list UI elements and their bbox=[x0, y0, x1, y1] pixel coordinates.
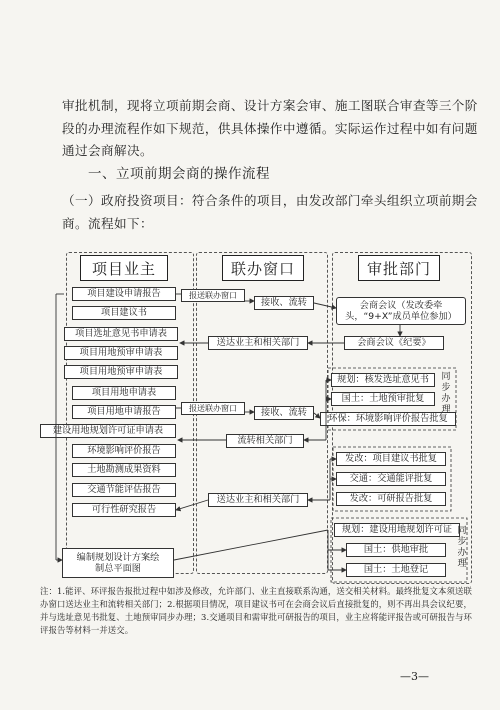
approval-reform-1: 发改：项目建议书批复 bbox=[336, 452, 446, 466]
owner-item: 交通节能评估报告 bbox=[72, 483, 176, 497]
window-circulate: 流转相关部门 bbox=[226, 434, 304, 448]
lane-owner-title: 项目业主 bbox=[80, 255, 168, 281]
approval-traffic: 交通：交通能评批复 bbox=[336, 472, 446, 486]
owner-item: 项目用地申请表 bbox=[72, 386, 176, 400]
approval-plan-site: 规划：核发选址意见书 bbox=[331, 373, 435, 387]
window-receive-2: 接收、流转 bbox=[254, 406, 314, 420]
window-deliver-1: 送达业主和相关部门 bbox=[208, 336, 308, 350]
sync-label-1: 同步办理 bbox=[441, 372, 451, 415]
lane-approval-title: 审批部门 bbox=[358, 255, 440, 281]
section-heading: 一、立项前期会商的操作流程 bbox=[88, 166, 270, 182]
intro-paragraph: 审批机制，现将立项前期会商、设计方案会审、施工图联合审查等三个阶段的办理流程作如下规范，供具体操作中遵循。实际运作过程中如有问题通过会商解决。 bbox=[62, 98, 478, 158]
approval-meeting-1: 会商会议（发改委牵头，“9+X”成员单位参加） bbox=[336, 297, 466, 325]
owner-item: 可行性研究报告 bbox=[72, 503, 176, 517]
approval-meeting-2: 会商会议《纪要》 bbox=[344, 336, 444, 350]
owner-item: 项目用地预审申请表 bbox=[64, 346, 178, 360]
owner-item: 项目建设申请报告 bbox=[72, 287, 176, 301]
page-number: —3— bbox=[400, 670, 429, 683]
window-forward-2: 报送联办窗口 bbox=[181, 402, 245, 415]
owner-item: 项目建议书 bbox=[72, 306, 176, 320]
approval-env: 环保：环境影响评价报告批复 bbox=[320, 412, 456, 426]
window-deliver-2: 送达业主和相关部门 bbox=[208, 493, 308, 507]
owner-item: 项目用地申请报告 bbox=[72, 405, 176, 419]
owner-item: 建设用地规划许可证申请表 bbox=[40, 424, 176, 438]
owner-item: 环境影响评价报告 bbox=[72, 444, 176, 458]
approval-plan-permit: 规划：建设用地规划许可证 bbox=[334, 523, 460, 537]
owner-item-final: 编制规划设计方案绘制总平面图 bbox=[62, 548, 174, 578]
window-forward-1: 报送联办窗口 bbox=[181, 289, 245, 302]
approval-land-supply: 国土：供地审批 bbox=[346, 543, 446, 557]
window-receive-1: 接收、流转 bbox=[254, 296, 314, 310]
approval-land-reg: 国土：土地登记 bbox=[346, 563, 446, 577]
subsection-paragraph: （一）政府投资项目：符合条件的项目，由发改部门牵头组织立项前期会商。流程如下： bbox=[62, 193, 478, 231]
footnotes: 注：1.能评、环评报告报批过程中如涉及修改，允许部门、业主直接联系沟通，送交相关材料。最终批复文本须送联办窗口送达业主和流转相关部门；2.根据项目情况，项目建议书可在会商会议后直接批复的，则不再出具会议纪要，并与选址意见书批复、土地预审同步办理；3.交通项目和需审批可研报告的项目，业主应将能评报告或可研报告与环评报告等材料一并送交。 bbox=[40, 586, 472, 635]
sync-label-2: 同步办理 bbox=[457, 526, 467, 569]
approval-land-pre: 国土：土地预审批复 bbox=[331, 392, 435, 406]
approval-reform-2: 发改：可研报告批复 bbox=[336, 492, 446, 506]
lane-window-title: 联办窗口 bbox=[222, 255, 304, 281]
owner-item: 项目选址意见书申请表 bbox=[64, 327, 178, 341]
owner-item: 项目用地预审申请表 bbox=[64, 365, 178, 379]
owner-item: 土地勘测成果资料 bbox=[72, 463, 176, 477]
